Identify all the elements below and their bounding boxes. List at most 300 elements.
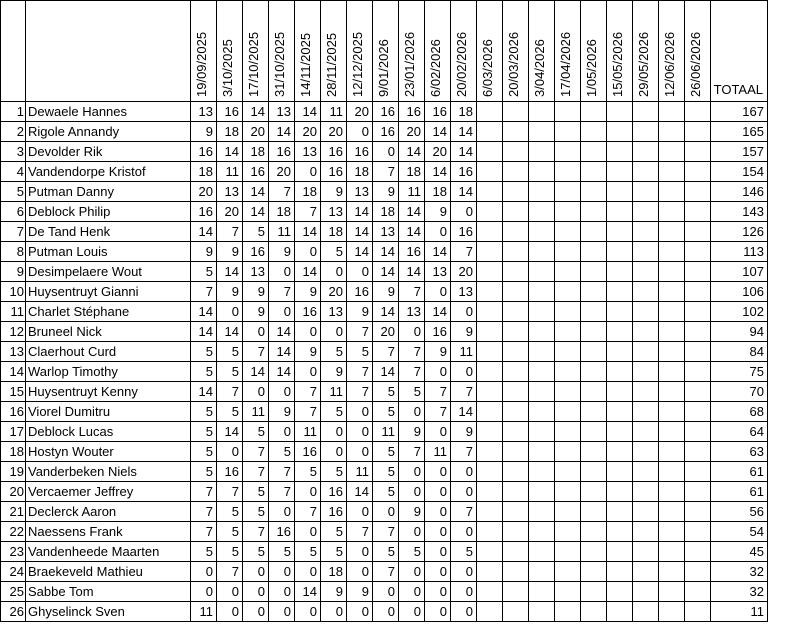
score-cell[interactable]: 0 (321, 322, 347, 342)
score-cell[interactable]: 7 (191, 502, 217, 522)
player-name-cell[interactable]: Warlop Timothy (26, 362, 191, 382)
score-cell[interactable] (555, 402, 581, 422)
score-cell[interactable]: 5 (243, 422, 269, 442)
score-cell[interactable]: 5 (295, 462, 321, 482)
score-cell[interactable]: 7 (399, 342, 425, 362)
score-cell[interactable]: 13 (243, 262, 269, 282)
row-index-cell[interactable]: 5 (1, 182, 26, 202)
score-cell[interactable]: 0 (451, 582, 477, 602)
score-cell[interactable]: 0 (243, 602, 269, 622)
score-cell[interactable]: 5 (191, 362, 217, 382)
score-cell[interactable] (581, 322, 607, 342)
score-cell[interactable] (685, 482, 711, 502)
score-cell[interactable] (685, 242, 711, 262)
score-cell[interactable]: 5 (243, 222, 269, 242)
player-name-cell[interactable]: Bruneel Nick (26, 322, 191, 342)
player-name-cell[interactable]: Charlet Stéphane (26, 302, 191, 322)
score-cell[interactable]: 11 (373, 422, 399, 442)
score-cell[interactable] (685, 502, 711, 522)
score-cell[interactable] (633, 342, 659, 362)
score-cell[interactable] (633, 202, 659, 222)
score-cell[interactable]: 0 (295, 522, 321, 542)
score-cell[interactable] (659, 362, 685, 382)
score-cell[interactable] (633, 102, 659, 122)
score-cell[interactable] (659, 222, 685, 242)
score-cell[interactable]: 11 (451, 342, 477, 362)
score-cell[interactable]: 16 (191, 142, 217, 162)
row-index-cell[interactable]: 22 (1, 522, 26, 542)
header-date-cell[interactable] (217, 1, 243, 102)
score-cell[interactable] (555, 142, 581, 162)
player-name-cell[interactable]: Devolder Rik (26, 142, 191, 162)
score-cell[interactable]: 0 (373, 582, 399, 602)
score-cell[interactable] (633, 442, 659, 462)
score-cell[interactable]: 16 (347, 282, 373, 302)
header-date-cell[interactable] (347, 1, 373, 102)
score-cell[interactable] (581, 382, 607, 402)
score-cell[interactable] (529, 122, 555, 142)
score-cell[interactable]: 11 (425, 442, 451, 462)
header-date-cell[interactable] (321, 1, 347, 102)
score-cell[interactable]: 0 (399, 402, 425, 422)
score-cell[interactable]: 18 (191, 162, 217, 182)
score-cell[interactable]: 7 (451, 442, 477, 462)
score-cell[interactable] (555, 102, 581, 122)
score-cell[interactable]: 0 (425, 562, 451, 582)
score-cell[interactable] (503, 222, 529, 242)
row-index-cell[interactable]: 9 (1, 262, 26, 282)
score-cell[interactable] (529, 162, 555, 182)
total-cell[interactable]: 107 (711, 262, 768, 282)
score-cell[interactable]: 0 (347, 502, 373, 522)
score-cell[interactable]: 0 (451, 482, 477, 502)
score-cell[interactable] (685, 222, 711, 242)
player-name-cell[interactable]: Vercaemer Jeffrey (26, 482, 191, 502)
score-cell[interactable]: 13 (321, 202, 347, 222)
score-cell[interactable]: 9 (243, 302, 269, 322)
row-index-cell[interactable]: 21 (1, 502, 26, 522)
score-cell[interactable]: 7 (373, 522, 399, 542)
score-cell[interactable] (633, 482, 659, 502)
score-cell[interactable] (607, 282, 633, 302)
score-cell[interactable] (685, 182, 711, 202)
score-cell[interactable] (633, 582, 659, 602)
score-cell[interactable]: 5 (321, 242, 347, 262)
player-name-cell[interactable]: De Tand Henk (26, 222, 191, 242)
player-name-cell[interactable]: Deblock Lucas (26, 422, 191, 442)
score-cell[interactable] (529, 382, 555, 402)
total-cell[interactable]: 70 (711, 382, 768, 402)
header-date-cell[interactable] (607, 1, 633, 102)
score-cell[interactable]: 0 (243, 562, 269, 582)
score-cell[interactable]: 16 (425, 102, 451, 122)
row-index-cell[interactable]: 3 (1, 142, 26, 162)
score-cell[interactable] (685, 562, 711, 582)
score-cell[interactable] (503, 102, 529, 122)
row-index-cell[interactable]: 25 (1, 582, 26, 602)
score-cell[interactable]: 14 (347, 242, 373, 262)
score-cell[interactable]: 7 (347, 322, 373, 342)
score-cell[interactable]: 5 (373, 442, 399, 462)
score-cell[interactable]: 14 (217, 142, 243, 162)
score-cell[interactable]: 0 (269, 562, 295, 582)
score-cell[interactable] (581, 102, 607, 122)
score-cell[interactable] (503, 182, 529, 202)
score-cell[interactable]: 18 (321, 562, 347, 582)
score-cell[interactable]: 9 (269, 242, 295, 262)
score-cell[interactable] (659, 562, 685, 582)
score-cell[interactable]: 14 (399, 262, 425, 282)
score-cell[interactable]: 0 (269, 502, 295, 522)
score-cell[interactable]: 7 (451, 502, 477, 522)
score-cell[interactable] (503, 202, 529, 222)
score-cell[interactable]: 0 (399, 322, 425, 342)
header-total-cell[interactable] (711, 1, 768, 102)
score-cell[interactable] (581, 162, 607, 182)
score-cell[interactable]: 5 (373, 402, 399, 422)
score-cell[interactable] (555, 262, 581, 282)
score-cell[interactable] (607, 202, 633, 222)
score-cell[interactable]: 16 (451, 222, 477, 242)
score-cell[interactable]: 0 (269, 262, 295, 282)
score-cell[interactable]: 9 (269, 402, 295, 422)
score-cell[interactable]: 13 (425, 262, 451, 282)
total-cell[interactable]: 113 (711, 242, 768, 262)
score-cell[interactable]: 0 (295, 482, 321, 502)
score-cell[interactable]: 5 (321, 462, 347, 482)
score-cell[interactable] (477, 542, 503, 562)
score-cell[interactable]: 11 (191, 602, 217, 622)
score-cell[interactable] (477, 202, 503, 222)
score-cell[interactable]: 0 (243, 382, 269, 402)
score-cell[interactable]: 0 (269, 382, 295, 402)
score-cell[interactable] (633, 182, 659, 202)
player-name-cell[interactable]: Deblock Philip (26, 202, 191, 222)
score-cell[interactable]: 0 (425, 542, 451, 562)
score-cell[interactable]: 13 (451, 282, 477, 302)
score-cell[interactable] (659, 202, 685, 222)
score-cell[interactable] (633, 262, 659, 282)
score-cell[interactable]: 5 (269, 542, 295, 562)
score-cell[interactable] (503, 422, 529, 442)
row-index-cell[interactable]: 19 (1, 462, 26, 482)
score-cell[interactable]: 20 (321, 122, 347, 142)
row-index-cell[interactable]: 24 (1, 562, 26, 582)
score-cell[interactable]: 13 (321, 302, 347, 322)
score-cell[interactable]: 0 (295, 162, 321, 182)
score-cell[interactable] (503, 342, 529, 362)
score-cell[interactable]: 14 (373, 262, 399, 282)
score-cell[interactable]: 14 (347, 482, 373, 502)
score-cell[interactable]: 20 (373, 322, 399, 342)
score-cell[interactable]: 0 (243, 582, 269, 602)
total-cell[interactable]: 68 (711, 402, 768, 422)
score-cell[interactable] (581, 542, 607, 562)
score-cell[interactable]: 18 (399, 162, 425, 182)
score-cell[interactable] (477, 522, 503, 542)
player-name-cell[interactable]: Putman Danny (26, 182, 191, 202)
score-cell[interactable] (607, 562, 633, 582)
score-cell[interactable]: 14 (451, 182, 477, 202)
score-cell[interactable]: 0 (425, 522, 451, 542)
score-cell[interactable]: 20 (243, 122, 269, 142)
score-cell[interactable] (607, 602, 633, 622)
score-cell[interactable]: 14 (373, 242, 399, 262)
score-cell[interactable] (555, 342, 581, 362)
score-cell[interactable]: 16 (295, 442, 321, 462)
player-name-cell[interactable]: Vandenheede Maarten (26, 542, 191, 562)
total-cell[interactable]: 167 (711, 102, 768, 122)
score-cell[interactable]: 0 (321, 422, 347, 442)
score-cell[interactable] (607, 422, 633, 442)
score-cell[interactable]: 18 (425, 182, 451, 202)
header-date-cell[interactable] (269, 1, 295, 102)
header-date-cell[interactable] (581, 1, 607, 102)
score-cell[interactable] (633, 322, 659, 342)
score-cell[interactable] (503, 142, 529, 162)
score-cell[interactable]: 0 (451, 202, 477, 222)
score-cell[interactable]: 7 (269, 462, 295, 482)
score-cell[interactable]: 0 (217, 442, 243, 462)
score-cell[interactable]: 0 (451, 522, 477, 542)
score-cell[interactable] (503, 382, 529, 402)
score-cell[interactable] (685, 462, 711, 482)
score-cell[interactable] (685, 542, 711, 562)
score-cell[interactable]: 0 (425, 222, 451, 242)
row-index-cell[interactable]: 12 (1, 322, 26, 342)
score-cell[interactable]: 14 (347, 222, 373, 242)
score-cell[interactable] (529, 302, 555, 322)
score-cell[interactable]: 0 (295, 562, 321, 582)
score-cell[interactable]: 14 (243, 202, 269, 222)
player-name-cell[interactable]: Huysentruyt Kenny (26, 382, 191, 402)
score-cell[interactable]: 0 (425, 602, 451, 622)
score-cell[interactable]: 7 (373, 342, 399, 362)
score-cell[interactable] (685, 162, 711, 182)
score-cell[interactable]: 13 (191, 102, 217, 122)
total-cell[interactable]: 45 (711, 542, 768, 562)
player-name-cell[interactable]: Ghyselinck Sven (26, 602, 191, 622)
score-cell[interactable]: 16 (399, 242, 425, 262)
score-cell[interactable] (607, 502, 633, 522)
score-cell[interactable]: 9 (217, 242, 243, 262)
score-cell[interactable] (529, 282, 555, 302)
score-cell[interactable] (555, 362, 581, 382)
score-cell[interactable]: 13 (399, 302, 425, 322)
score-cell[interactable] (659, 602, 685, 622)
score-cell[interactable] (581, 562, 607, 582)
row-index-cell[interactable]: 13 (1, 342, 26, 362)
score-cell[interactable]: 16 (321, 162, 347, 182)
score-cell[interactable] (685, 102, 711, 122)
score-cell[interactable]: 16 (269, 522, 295, 542)
score-cell[interactable] (555, 222, 581, 242)
score-cell[interactable]: 14 (451, 142, 477, 162)
score-cell[interactable] (685, 582, 711, 602)
score-cell[interactable] (607, 542, 633, 562)
score-cell[interactable]: 7 (347, 522, 373, 542)
score-cell[interactable]: 7 (399, 442, 425, 462)
score-cell[interactable]: 20 (347, 102, 373, 122)
score-cell[interactable]: 16 (243, 242, 269, 262)
score-cell[interactable]: 0 (347, 542, 373, 562)
score-cell[interactable] (659, 302, 685, 322)
score-cell[interactable]: 11 (321, 382, 347, 402)
score-cell[interactable]: 9 (347, 302, 373, 322)
score-cell[interactable]: 0 (295, 602, 321, 622)
player-name-cell[interactable]: Declerck Aaron (26, 502, 191, 522)
score-cell[interactable]: 13 (269, 102, 295, 122)
score-cell[interactable] (529, 102, 555, 122)
score-cell[interactable] (581, 142, 607, 162)
total-cell[interactable]: 157 (711, 142, 768, 162)
row-index-cell[interactable]: 18 (1, 442, 26, 462)
score-cell[interactable] (633, 282, 659, 302)
score-cell[interactable] (555, 602, 581, 622)
total-cell[interactable]: 154 (711, 162, 768, 182)
row-index-cell[interactable]: 15 (1, 382, 26, 402)
score-cell[interactable]: 11 (347, 462, 373, 482)
row-index-cell[interactable]: 26 (1, 602, 26, 622)
score-cell[interactable]: 16 (425, 322, 451, 342)
score-cell[interactable] (659, 102, 685, 122)
score-cell[interactable]: 9 (217, 282, 243, 302)
row-index-cell[interactable]: 1 (1, 102, 26, 122)
score-cell[interactable]: 0 (425, 582, 451, 602)
score-cell[interactable] (607, 242, 633, 262)
score-cell[interactable]: 0 (425, 502, 451, 522)
score-cell[interactable] (633, 502, 659, 522)
score-cell[interactable]: 5 (217, 362, 243, 382)
total-cell[interactable]: 143 (711, 202, 768, 222)
player-name-cell[interactable]: Huysentruyt Gianni (26, 282, 191, 302)
score-cell[interactable] (555, 582, 581, 602)
score-cell[interactable]: 14 (217, 422, 243, 442)
score-cell[interactable]: 5 (191, 422, 217, 442)
score-cell[interactable]: 5 (451, 542, 477, 562)
score-cell[interactable]: 0 (269, 302, 295, 322)
score-cell[interactable]: 5 (217, 342, 243, 362)
score-cell[interactable]: 5 (347, 342, 373, 362)
score-cell[interactable] (659, 422, 685, 442)
score-cell[interactable] (581, 602, 607, 622)
score-cell[interactable] (529, 502, 555, 522)
score-cell[interactable] (477, 582, 503, 602)
score-cell[interactable] (581, 582, 607, 602)
score-cell[interactable]: 11 (295, 422, 321, 442)
score-cell[interactable] (607, 122, 633, 142)
total-cell[interactable]: 64 (711, 422, 768, 442)
score-cell[interactable] (659, 342, 685, 362)
score-cell[interactable] (503, 282, 529, 302)
score-cell[interactable]: 9 (321, 582, 347, 602)
score-cell[interactable]: 5 (321, 342, 347, 362)
score-cell[interactable]: 0 (451, 362, 477, 382)
score-cell[interactable] (659, 442, 685, 462)
score-cell[interactable]: 0 (321, 442, 347, 462)
score-cell[interactable]: 14 (191, 302, 217, 322)
total-cell[interactable]: 63 (711, 442, 768, 462)
score-cell[interactable]: 20 (217, 202, 243, 222)
score-cell[interactable] (607, 482, 633, 502)
score-cell[interactable] (633, 562, 659, 582)
score-cell[interactable] (477, 602, 503, 622)
score-cell[interactable]: 13 (347, 182, 373, 202)
score-cell[interactable] (581, 442, 607, 462)
score-cell[interactable] (607, 182, 633, 202)
score-cell[interactable] (659, 182, 685, 202)
score-cell[interactable] (555, 122, 581, 142)
score-cell[interactable] (659, 462, 685, 482)
score-cell[interactable] (555, 522, 581, 542)
score-cell[interactable] (581, 262, 607, 282)
total-cell[interactable]: 11 (711, 602, 768, 622)
score-cell[interactable] (503, 522, 529, 542)
score-cell[interactable] (685, 142, 711, 162)
score-cell[interactable]: 16 (321, 142, 347, 162)
score-cell[interactable]: 0 (217, 302, 243, 322)
score-cell[interactable] (503, 542, 529, 562)
score-cell[interactable]: 11 (243, 402, 269, 422)
score-cell[interactable]: 7 (295, 502, 321, 522)
score-cell[interactable]: 9 (191, 122, 217, 142)
score-cell[interactable] (555, 502, 581, 522)
score-cell[interactable] (503, 402, 529, 422)
score-cell[interactable]: 0 (425, 282, 451, 302)
score-cell[interactable]: 0 (295, 322, 321, 342)
score-cell[interactable] (607, 142, 633, 162)
score-cell[interactable]: 0 (451, 462, 477, 482)
score-cell[interactable]: 0 (321, 602, 347, 622)
score-cell[interactable]: 7 (399, 362, 425, 382)
player-name-cell[interactable]: Sabbe Tom (26, 582, 191, 602)
score-cell[interactable]: 14 (399, 202, 425, 222)
score-cell[interactable]: 7 (243, 342, 269, 362)
score-cell[interactable]: 20 (269, 162, 295, 182)
score-cell[interactable]: 0 (347, 422, 373, 442)
score-cell[interactable] (555, 562, 581, 582)
score-cell[interactable] (633, 402, 659, 422)
score-cell[interactable] (477, 302, 503, 322)
score-cell[interactable] (477, 122, 503, 142)
score-cell[interactable]: 14 (243, 362, 269, 382)
score-cell[interactable]: 16 (269, 142, 295, 162)
score-cell[interactable]: 16 (295, 302, 321, 322)
score-cell[interactable] (633, 602, 659, 622)
score-cell[interactable]: 7 (347, 362, 373, 382)
score-cell[interactable]: 20 (321, 282, 347, 302)
score-cell[interactable] (581, 302, 607, 322)
score-cell[interactable]: 7 (217, 222, 243, 242)
score-cell[interactable] (607, 262, 633, 282)
row-index-cell[interactable]: 2 (1, 122, 26, 142)
score-cell[interactable]: 14 (191, 322, 217, 342)
score-cell[interactable]: 5 (191, 342, 217, 362)
score-cell[interactable] (607, 302, 633, 322)
score-cell[interactable]: 9 (373, 182, 399, 202)
score-cell[interactable] (503, 602, 529, 622)
score-cell[interactable] (555, 442, 581, 462)
score-cell[interactable]: 7 (373, 162, 399, 182)
score-cell[interactable] (503, 502, 529, 522)
score-cell[interactable]: 5 (243, 502, 269, 522)
score-cell[interactable] (685, 602, 711, 622)
score-cell[interactable]: 7 (269, 282, 295, 302)
score-cell[interactable] (685, 342, 711, 362)
score-cell[interactable] (503, 262, 529, 282)
score-cell[interactable] (503, 162, 529, 182)
score-cell[interactable] (477, 142, 503, 162)
